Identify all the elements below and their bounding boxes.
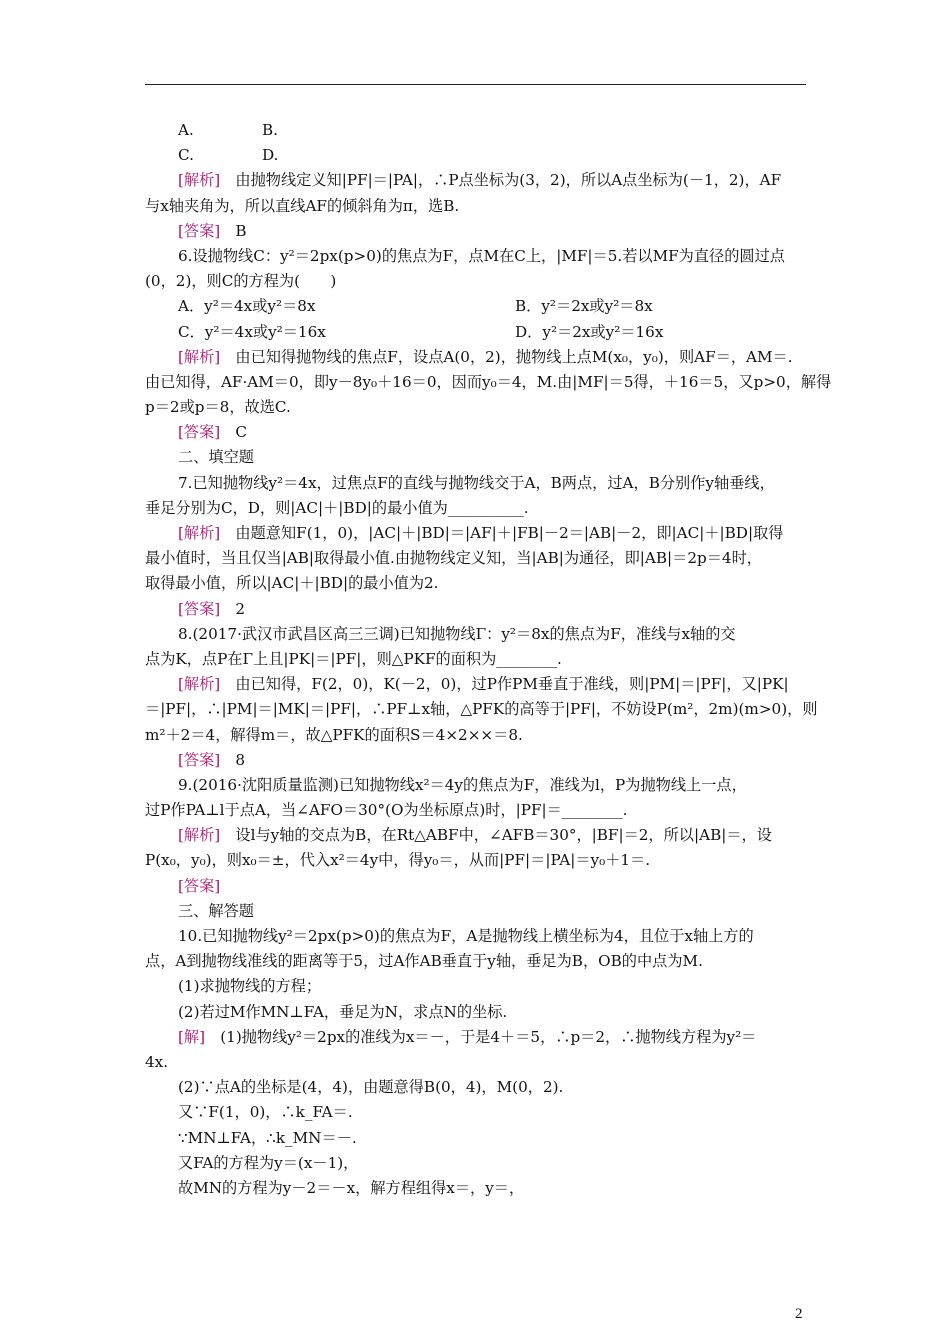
q10-sol-5 [145, 1126, 806, 1151]
q9-analysis-2 [145, 848, 806, 873]
q7-analysis-2 [145, 546, 806, 571]
q5-analysis-2 [145, 194, 806, 219]
line-text: 8.(2017·武汉市武昌区高三三调)已知抛物线Γ：y²＝8x的焦点为F，准线与x轴的交 [178, 624, 736, 643]
line-text: (2)若过M作MN⊥FA，垂足为N，求点N的坐标. [178, 1002, 508, 1021]
line-text: P(x₀，y₀)，则x₀＝±，代入x²＝4y中，得y₀＝，从而|PF|＝|PA|＝y₀＋1＝. [145, 851, 651, 870]
q5-opt-row2-right: D. [262, 146, 279, 165]
line-text: (0，2)，则C的方程为( ) [145, 272, 337, 291]
line-text: 4x. [145, 1052, 169, 1071]
q8-stem-2 [145, 647, 806, 672]
label-tag: [答案] [178, 221, 221, 240]
q6-opt-cd-left: C．y²＝4x或y²＝16x [178, 322, 326, 341]
line-text: B [220, 221, 247, 240]
line-text: 又FA的方程为y＝(x－1)， [178, 1153, 359, 1172]
section-solve [145, 899, 806, 924]
q10-stem-1 [145, 924, 806, 949]
q8-analysis-1 [145, 672, 806, 697]
label-tag: [解] [178, 1027, 206, 1046]
line-text: 又∵F(1，0)，∴k_FA＝. [178, 1103, 353, 1122]
q10-sol-4 [145, 1100, 806, 1125]
line-text: 9.(2016·沈阳质量监测)已知抛物线x²＝4y的焦点为F，准线为l，P为抛物线上一点， [178, 775, 747, 794]
label-tag: [答案] [178, 599, 221, 618]
label-tag: [解析] [178, 347, 221, 366]
q9-answer [145, 874, 806, 899]
q5-opt-row1-left: A. [178, 121, 194, 139]
line-text: (2)∵点A的坐标是(4，4)，由题意得B(0，4)，M(0，2). [178, 1078, 564, 1097]
line-text: 垂足分别为C，D，则|AC|＋|BD|的最小值为__________. [145, 498, 529, 517]
q8-analysis-3 [145, 723, 806, 748]
q6-stem-2 [145, 269, 806, 294]
q8-analysis-2 [145, 697, 818, 722]
line-text: 点，A到抛物线准线的距离等于5，过A作AB垂直于y轴，垂足为B，OB的中点为M. [145, 952, 703, 971]
line-text: 10.已知抛物线y²＝2px(p>0)的焦点为F，A是抛物线上横坐标为4，且位于x轴上方的 [178, 927, 754, 945]
label-tag: [答案] [178, 423, 221, 442]
q6-analysis-3 [145, 395, 806, 420]
q10-sol-2 [145, 1050, 806, 1075]
document-body [145, 118, 832, 1201]
q10-sol-1 [145, 1025, 806, 1050]
q6-stem-1 [145, 244, 806, 269]
line-text: 7.已知抛物线y²＝4x，过焦点F的直线与抛物线交于A，B两点，过A，B分别作y轴垂线， [178, 473, 775, 492]
label-tag: [答案] [178, 750, 221, 769]
q10-sol-3 [145, 1075, 806, 1100]
q6-analysis-1 [145, 345, 806, 370]
line-text: 最小值时，当且仅当|AB|取得最小值.由抛物线定义知，当|AB|为通径，即|AB|＝2p＝4时， [145, 549, 762, 568]
q10-sol-6 [145, 1151, 806, 1176]
line-text: m²＋2＝4，解得m＝，故△PFK的面积S＝4×2××＝8. [145, 725, 523, 744]
line-text: 故MN的方程为y－2＝－x，解方程组得x＝，y＝， [178, 1178, 525, 1197]
line-text: 2 [220, 599, 246, 618]
line-text: 由已知得，F(2，0)，K(－2，0)，过P作PM垂直于准线，则|PM|＝|PF|，又|PK| [220, 675, 789, 694]
line-text: 与x轴夹角为，所以直线AF的倾斜角为π，选B. [145, 196, 460, 215]
label-tag: [解析] [178, 675, 221, 694]
line-text: 由已知得，AF·AM＝0，即y－8y₀＋16＝0，因而y₀＝4，M.由|MF|＝5得，＋16＝5，又p>0，解得 [145, 372, 832, 391]
q8-stem-1 [145, 622, 806, 647]
line-text: 由已知得抛物线的焦点F，设点A(0，2)，抛物线上点M(x₀，y₀)，则AF＝，AM＝. [220, 347, 793, 366]
line-text: 过P作PA⊥l于点A，当∠AFO＝30°(O为坐标原点)时，|PF|＝________. [145, 801, 628, 820]
q5-analysis-1 [145, 168, 806, 193]
q6-opt-ab-right: B．y²＝2x或y²＝8x [515, 297, 653, 316]
line-text: (1)求抛物线的方程； [178, 977, 322, 996]
q8-answer [145, 748, 806, 773]
section-fill [145, 445, 806, 470]
q5-opt-row2-left: C. [178, 146, 194, 165]
label-tag: [解析] [178, 171, 221, 190]
q6-answer [145, 420, 806, 445]
label-tag: [解析] [178, 524, 221, 542]
line-text: 由题意知F(1，0)，|AC|＋|BD|＝|AF|＋|FB|－2＝|AB|－2，即|AC|＋|BD|取得 [220, 524, 784, 542]
q5-opt-row1 [145, 118, 806, 143]
page-number: 2 [795, 1306, 803, 1322]
line-text: p＝2或p＝8，故选C. [145, 398, 291, 417]
line-text: ∵MN⊥FA，∴k_MN＝－. [178, 1128, 357, 1147]
q6-opt-ab [145, 294, 806, 319]
label-tag: [答案] [178, 876, 221, 895]
line-text: 设l与y轴的交点为B，在Rt△ABF中，∠AFB＝30°，|BF|＝2，所以|AB|＝，设 [220, 826, 772, 845]
q5-opt-row2 [145, 143, 806, 168]
line-text: 三、解答题 [178, 901, 254, 920]
q5-answer [145, 219, 806, 244]
q9-stem-1 [145, 773, 806, 798]
q6-analysis-2 [145, 370, 832, 395]
line-text: ＝|PF|，∴|PM|＝|MK|＝|PF|，∴PF⊥x轴，△PFK的高等于|PF|，不妨设P(m²，2m)(m>0)，则 [145, 700, 818, 719]
q10-sol-7 [145, 1176, 806, 1201]
line-text: 8 [220, 750, 246, 769]
q10-stem-2 [145, 949, 806, 974]
line-text: 点为K，点P在Γ上且|PK|＝|PF|，则△PKF的面积为________. [145, 649, 562, 668]
q10-part1 [145, 974, 806, 999]
q7-analysis-1 [145, 521, 806, 546]
line-text: 取得最小值，所以|AC|＋|BD|的最小值为2. [145, 574, 439, 593]
q7-analysis-3 [145, 571, 806, 596]
q6-opt-ab-left: A．y²＝4x或y²＝8x [178, 297, 316, 316]
line-text: 6.设抛物线C：y²＝2px(p>0)的焦点为F，点M在C上，|MF|＝5.若以MF为直径的圆过点 [178, 246, 785, 265]
label-tag: [解析] [178, 826, 221, 845]
line-text: C [220, 423, 248, 442]
q5-opt-row1-right: B. [262, 121, 278, 139]
q9-stem-2 [145, 798, 806, 823]
line-text: (1)抛物线y²＝2px的准线为x＝－，于是4＋＝5，∴p＝2，∴抛物线方程为y²＝ [205, 1027, 757, 1046]
line-text: 由抛物线定义知|PF|＝|PA|，∴P点坐标为(3，2)，所以A点坐标为(－1，2)，AF [220, 171, 782, 190]
header-rule [145, 84, 806, 85]
q7-stem-2 [145, 496, 806, 521]
q6-opt-cd [145, 320, 806, 345]
q10-part2 [145, 1000, 806, 1025]
q9-analysis-1 [145, 823, 806, 848]
q7-answer [145, 597, 806, 622]
q7-stem-1 [145, 471, 806, 496]
line-text: 二、填空题 [178, 448, 254, 467]
q6-opt-cd-right: D．y²＝2x或y²＝16x [515, 322, 664, 341]
